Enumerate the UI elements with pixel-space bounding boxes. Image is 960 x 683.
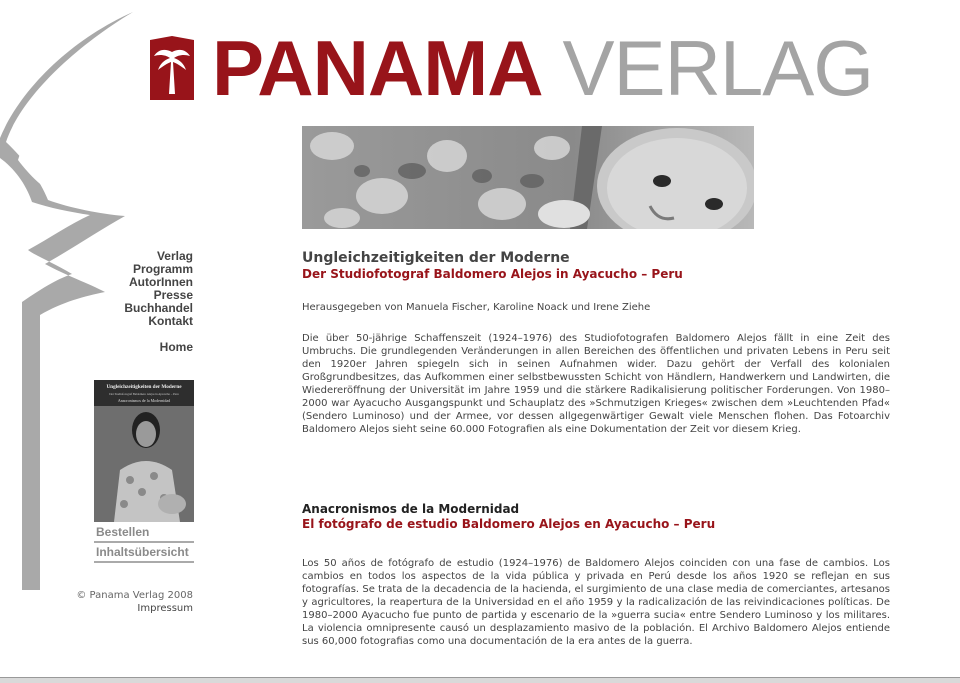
copyright-text: © Panama Verlag 2008 [76, 590, 193, 601]
copyright-block [76, 589, 193, 615]
nav-link-kontakt[interactable]: Kontakt [148, 314, 193, 328]
site-logo[interactable] [150, 24, 873, 112]
book-title-german: Ungleichzeitigkeiten der Moderne [302, 250, 570, 266]
logo-word-verlag: VERLAG [562, 24, 873, 112]
book-subtitle-spanish: El fotógrafo de estudio Baldomero Alejos en Ayacucho – Peru [302, 517, 716, 531]
description-paragraph-german: Die über 50-jährige Schaffenszeit (1924–1976) des Studiofotografen Baldomero Alejos fällt in eine Zeit des Umbruchs. Die grundlegenden Veränderungen in allen Bereichen des öffentlichen und privaten Lebens in Peru seit den 1920er Jahren spiegeln sich in seinen Aufnahmen wider. Dazu gehört der Verfall des kolonialen Großgrundbesitzes, das Aufkommen einer selbstbewussten Schicht von Händlern, Handwerkern und Landwirten, die Wiedereröffnung der Universität im Jahre 1959 und die stärkere Radikalisierung politischer Forderungen. Von 1980–2000 war Ayacucho Ausgangspunkt und Schauplatz des »Schmutzigen Krieges« zwischen dem »Leuchtenden Pfad« (Sendero Luminoso) und der Armee, vor dessen allgegenwärtiger Gewalt viele Menschen flohen. Das Fotoarchiv Baldomero Alejos sieht seine 60.000 Fotografien als eine Dokumentation der Zeit vor diesem Krieg. [302, 333, 890, 435]
book-description-spanish [302, 502, 890, 658]
order-link[interactable]: Bestellen [94, 525, 194, 543]
book-description-german [302, 250, 890, 446]
book-cover-subtitle: Der Studiofotograf Baldomero Alejos in Ayacucho – Peru [109, 392, 179, 396]
logo-word-panama: PANAMA [212, 24, 543, 112]
book-subtitle-german: Der Studiofotograf Baldomero Alejos in Ayacucho – Peru [302, 267, 683, 281]
nav-link-autorinnen[interactable]: AutorInnen [129, 275, 193, 289]
palm-tree-logo-icon [150, 36, 194, 100]
hero-photo [302, 126, 754, 229]
nav-link-buchhandel[interactable]: Buchhandel [124, 301, 193, 315]
book-cover-spanish-title: Anacronismos de la Modernidad [117, 398, 171, 403]
nav-link-home[interactable]: Home [159, 340, 193, 354]
nav-link-verlag[interactable]: Verlag [156, 249, 193, 263]
book-cover-image[interactable] [94, 380, 194, 522]
table-of-contents-link[interactable]: Inhaltsübersicht [94, 545, 194, 563]
editors-line: Herausgegeben von Manuela Fischer, Karoline Noack und Irene Ziehe [302, 302, 651, 313]
book-title-spanish: Anacronismos de la Modernidad [302, 502, 520, 516]
book-cover-title: Ungleichzeitigkeiten der Moderne [106, 384, 182, 390]
description-paragraph-spanish: Los 50 años de fotógrafo de estudio (1924–1976) de Baldomero Alejos coinciden con una fase de cambios. Los cambios en todos los aspectos de la vida pública y privada en Perú desde los años 1920 se reflejan en sus fotografías. Se trata de la decadencia de la hacienda, el surgimiento de una clase media de comerciantes, artesanos y agricultores, la reapertura de la Universidad en el año 1959 y la radicalización de las reivindicaciones políticas. De 1980–2000 Ayacucho fue punto de partida y escenario de la »guerra sucia« entre Sendero Luminoso y los militares. La violencia omnipresente causó un desplazamiento masivo de la población. El Archivo Baldomero Alejos entiende sus 60,000 fotografias como una documentación de la era antes de la guerra. [302, 558, 890, 647]
nav-link-programm[interactable]: Programm [132, 262, 193, 276]
main-navigation [124, 250, 193, 354]
impressum-link[interactable]: Impressum [137, 603, 193, 614]
nav-link-presse[interactable]: Presse [153, 288, 193, 302]
taskbar-edge [0, 677, 960, 683]
